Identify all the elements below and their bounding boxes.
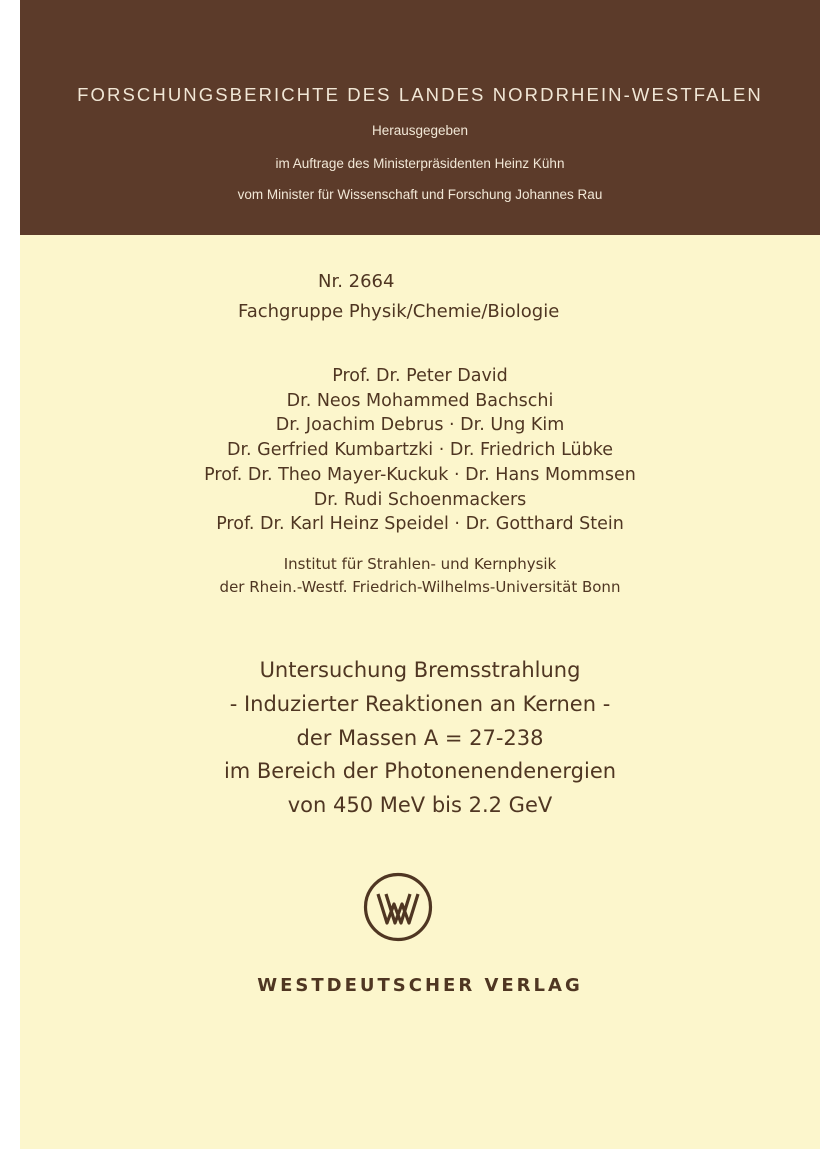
publisher-name: WESTDEUTSCHER VERLAG bbox=[257, 975, 583, 996]
institute bbox=[20, 553, 820, 599]
series-title: FORSCHUNGSBERICHTE DES LANDES NORDRHEIN-WESTFALEN bbox=[77, 84, 763, 105]
author-list bbox=[20, 364, 820, 537]
institute-line: der Rhein.-Westf. Friedrich-Wilhelms-Universität Bonn bbox=[219, 578, 621, 596]
author-line: Prof. Dr. Theo Mayer-Kuckuk · Dr. Hans Mommsen bbox=[204, 464, 636, 485]
author-line: Prof. Dr. Peter David bbox=[332, 366, 508, 386]
author-line: Dr. Joachim Debrus · Dr. Ung Kim bbox=[275, 415, 565, 436]
title-line: - Induzierter Reaktionen an Kernen - bbox=[229, 691, 611, 716]
author-line: Dr. Gerfried Kumbartzki · Dr. Friedrich Lübke bbox=[226, 440, 614, 461]
publisher-logo-icon bbox=[363, 872, 433, 942]
minister-text: vom Minister für Wissenschaft und Forschung Johannes Rau bbox=[237, 187, 603, 202]
herausgegeben-text: Herausgegeben bbox=[371, 123, 469, 138]
auftrag-text: im Auftrage des Ministerpräsidenten Heinz Kühn bbox=[275, 156, 565, 171]
title-line: von 450 MeV bis 2.2 GeV bbox=[287, 793, 553, 818]
author-line: Dr. Neos Mohammed Bachschi bbox=[286, 390, 554, 411]
title-line: der Massen A = 27-238 bbox=[296, 725, 544, 750]
report-number: Nr. 2664 bbox=[318, 271, 395, 292]
institute-line: Institut für Strahlen- und Kernphysik bbox=[283, 555, 557, 573]
book-cover bbox=[20, 0, 820, 1149]
fachgruppe: Fachgruppe Physik/Chemie/Biologie bbox=[238, 301, 560, 322]
author-line: Prof. Dr. Karl Heinz Speidel · Dr. Gotthard Stein bbox=[216, 514, 624, 535]
title-line: Untersuchung Bremsstrahlung bbox=[259, 658, 581, 682]
book-title bbox=[20, 654, 820, 823]
title-line: im Bereich der Photonenendenergien bbox=[223, 759, 617, 784]
header-band bbox=[20, 0, 820, 235]
author-line: Dr. Rudi Schoenmackers bbox=[313, 489, 527, 510]
